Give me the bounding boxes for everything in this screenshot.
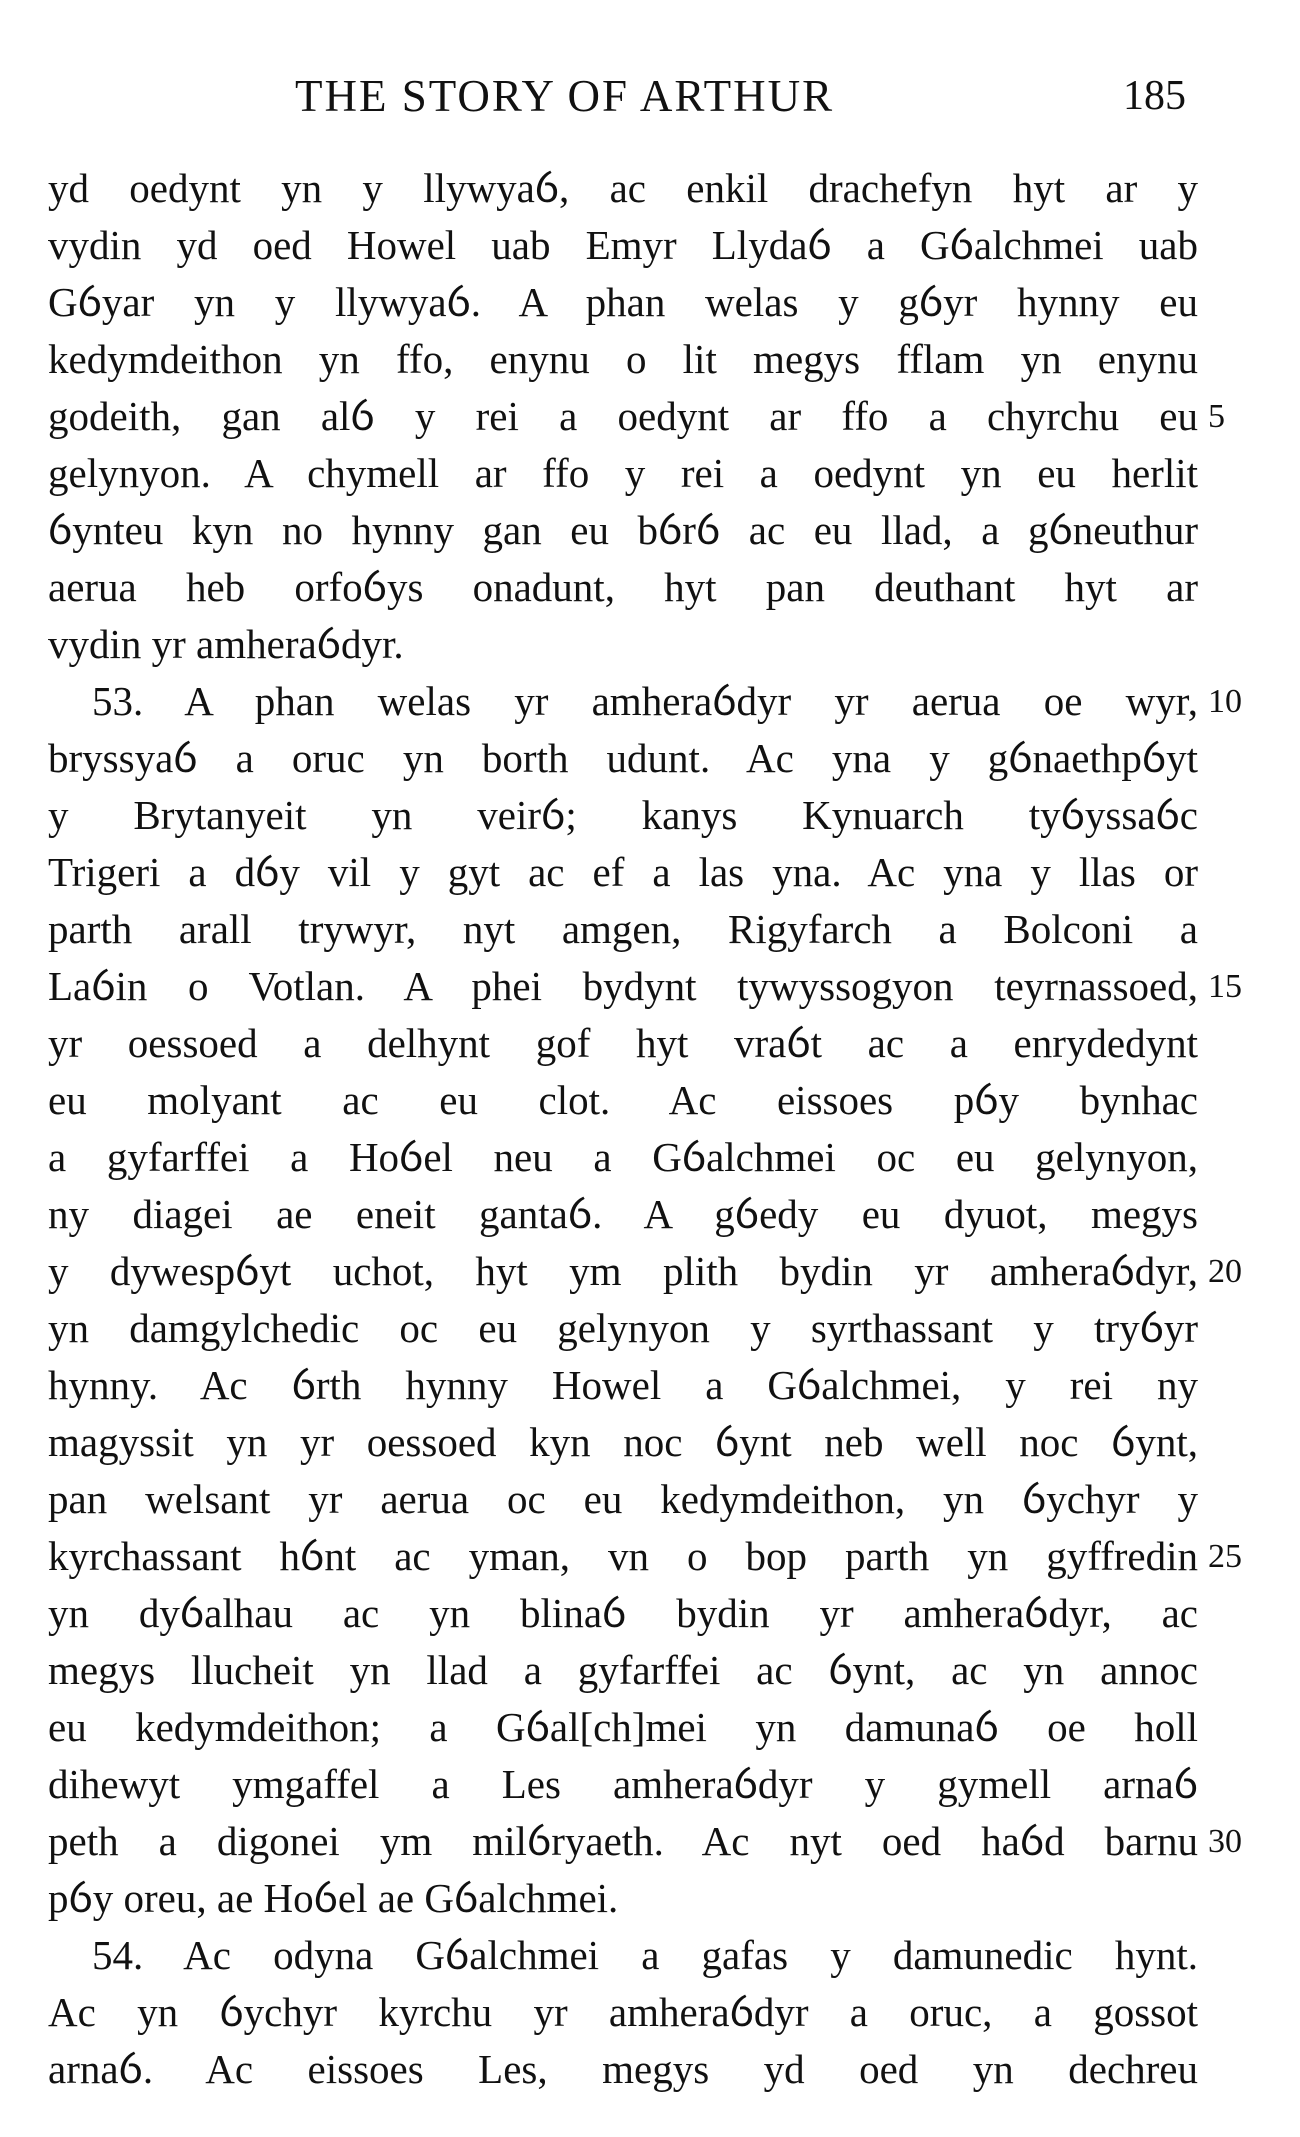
text-line-10: 53. A phan welas yr amheraỽdyr yr aerua oe wyr, 10 bbox=[48, 673, 1198, 730]
text-line-30: peth a digonei ym milỽryaeth. Ac nyt oed haỽd barnu 30 bbox=[48, 1813, 1198, 1870]
text-line-19: ny diagei ae eneit gantaỽ. A gỽedy eu dyuot, megys bbox=[48, 1191, 1198, 1237]
page-number: 185 bbox=[1123, 73, 1186, 119]
text-line-28: eu kedymdeithon; a Gỽal[ch]mei yn damunaỽ oe holl bbox=[48, 1704, 1198, 1750]
text-line-23: magyssit yn yr oessoed kyn noc ỽynt neb well noc ỽynt, bbox=[48, 1419, 1198, 1465]
text-line-5: godeith, gan alỽ y rei a oedynt ar ffo a chyrchu eu 5 bbox=[48, 388, 1198, 445]
text-line-15: Laỽin o Votlan. A phei bydynt tywyssogyon teyrnassoed, 15 bbox=[48, 958, 1198, 1015]
text-line-25: kyrchassant hỽnt ac yman, vn o bop parth yn gyffredin 25 bbox=[48, 1528, 1198, 1585]
line-number-30: 30 bbox=[1208, 1823, 1242, 1860]
text-line-31: pỽy oreu, ae Hoỽel ae Gỽalchmei. bbox=[48, 1875, 619, 1921]
text-line-7: ỽynteu kyn no hynny gan eu bỽrỽ ac eu llad, a gỽneuthur bbox=[48, 507, 1198, 553]
text-line-9: vydin yr amheraỽdyr. bbox=[48, 621, 404, 667]
line-number-5: 5 bbox=[1208, 398, 1225, 435]
text-line-4: kedymdeithon yn ffo, enynu o lit megys fflam yn enynu bbox=[48, 336, 1198, 382]
text-line-12: y Brytanyeit yn veirỽ; kanys Kynuarch tyỽyssaỽc bbox=[48, 792, 1198, 838]
text-line-21: yn damgylchedic oc eu gelynyon y syrthassant y tryỽyr bbox=[48, 1305, 1198, 1351]
text-line-17: eu molyant ac eu clot. Ac eissoes pỽy bynhac bbox=[48, 1077, 1198, 1123]
text-line-11: bryssyaỽ a oruc yn borth udunt. Ac yna y gỽnaethpỽyt bbox=[48, 735, 1198, 781]
text-line-13: Trigeri a dỽy vil y gyt ac ef a las yna. Ac yna y llas or bbox=[48, 849, 1198, 895]
text-line-26: yn dyỽalhau ac yn blinaỽ bydin yr amheraỽdyr, ac bbox=[48, 1590, 1198, 1636]
text-line-8: aerua heb orfoỽys onadunt, hyt pan deuthant hyt ar bbox=[48, 564, 1198, 610]
text-line-27: megys llucheit yn llad a gyfarffei ac ỽynt, ac yn annoc bbox=[48, 1647, 1198, 1693]
text-line-2: vydin yd oed Howel uab Emyr Llydaỽ a Gỽalchmei uab bbox=[48, 222, 1198, 268]
text-line-33: Ac yn ỽychyr kyrchu yr amheraỽdyr a oruc, a gossot bbox=[48, 1989, 1198, 2035]
text-line-20: y dywespỽyt uchot, hyt ym plith bydin yr amheraỽdyr, 20 bbox=[48, 1243, 1198, 1300]
running-title: THE STORY OF ARTHUR bbox=[295, 71, 835, 121]
body-text bbox=[48, 160, 1242, 2098]
text-line-29: dihewyt ymgaffel a Les amheraỽdyr y gymell arnaỽ bbox=[48, 1761, 1198, 1807]
line-number-20: 20 bbox=[1208, 1253, 1242, 1290]
text-line-18: a gyfarffei a Hoỽel neu a Gỽalchmei oc eu gelynyon, bbox=[48, 1134, 1198, 1180]
line-number-15: 15 bbox=[1208, 968, 1242, 1005]
text-line-6: gelynyon. A chymell ar ffo y rei a oedynt yn eu herlit bbox=[48, 450, 1198, 496]
text-line-16: yr oessoed a delhynt gof hyt vraỽt ac a enrydedynt bbox=[48, 1020, 1198, 1066]
text-line-34: arnaỽ. Ac eissoes Les, megys yd oed yn dechreu bbox=[48, 2046, 1198, 2092]
text-line-24: pan welsant yr aerua oc eu kedymdeithon, yn ỽychyr y bbox=[48, 1476, 1198, 1522]
line-number-25: 25 bbox=[1208, 1538, 1242, 1575]
text-line-3: Gỽyar yn y llywyaỽ. A phan welas y gỽyr hynny eu bbox=[48, 279, 1198, 325]
text-line-14: parth arall trywyr, nyt amgen, Rigyfarch a Bolconi a bbox=[48, 906, 1198, 952]
line-number-10: 10 bbox=[1208, 683, 1242, 720]
text-line-1: yd oedynt yn y llywyaỽ, ac enkil drachefyn hyt ar y bbox=[48, 165, 1198, 211]
text-line-22: hynny. Ac ỽrth hynny Howel a Gỽalchmei, y rei ny bbox=[48, 1362, 1198, 1408]
page-header bbox=[0, 62, 1300, 122]
text-line-32: 54. Ac odyna Gỽalchmei a gafas y damunedic hynt. bbox=[92, 1932, 1198, 1978]
